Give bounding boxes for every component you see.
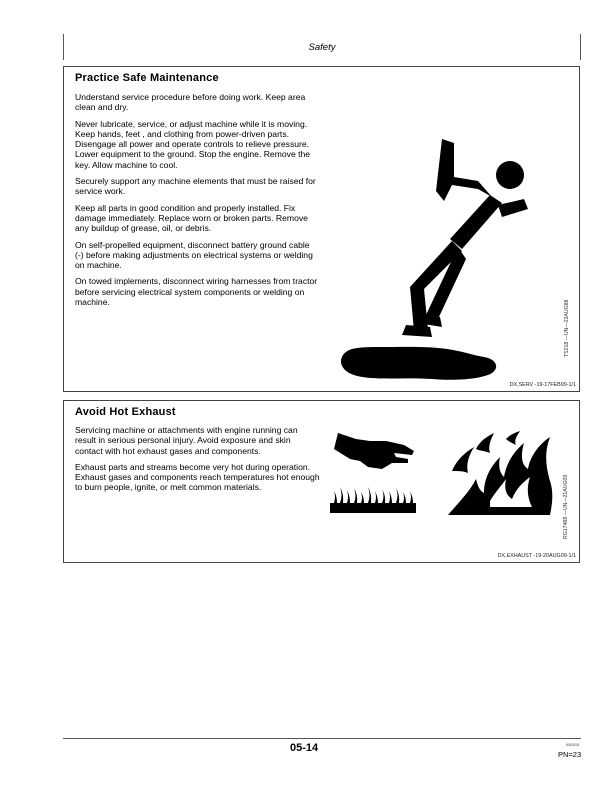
footer-code: 050515 [566, 742, 580, 747]
section-title: Avoid Hot Exhaust [75, 406, 176, 418]
section-hot-exhaust [63, 400, 580, 563]
image-label: TS218 —UN—23AUG88 [564, 299, 570, 357]
section-title: Practice Safe Maintenance [75, 72, 219, 84]
footer-pn: PN=23 [558, 750, 582, 759]
paragraph: On self-propelled equipment, disconnect battery ground cable (-) before making adjustments on electrical systems or welding on machine. [75, 239, 313, 271]
paragraph: Never lubricate, service, or adjust machine while it is moving. Keep hands, feet , and clothing from power-driven parts. Disengage all power and operate controls to relieve pressure. Lower equipment to the ground. Stop the engine. Remove the key. Allow machine to cool. [75, 118, 311, 170]
paragraph: Keep all parts in good condition and properly installed. Fix damage immediately. Replace worn or broken parts. Remove any buildup of grease, oil, or debris. [75, 202, 308, 234]
slip-fall-icon [332, 129, 532, 389]
paragraph: Securely support any machine elements that must be raised for service work. [75, 176, 316, 197]
paragraph: Servicing machine or attachments with engine running can result in serious personal injury. Avoid exposure and skin contact with hot exhaust gases and components. [75, 425, 298, 456]
footer-rule [63, 738, 581, 739]
page-header-title: Safety [308, 42, 336, 53]
paragraph: Exhaust parts and streams become very hot during operation. Exhaust gases and components reach temperatures hot enough to burn people, ignite, or melt common materials. [75, 461, 320, 493]
image-label: RG17488 —UN—21AUG09 [563, 474, 569, 539]
paragraph: On towed implements, disconnect wiring harnesses from tractor before servicing electrical system components or welding on machine. [75, 276, 318, 308]
paragraph: Understand service procedure before doing work. Keep area clean and dry. [75, 92, 306, 113]
section-safe-maintenance [63, 66, 580, 392]
flames-icon [446, 431, 556, 517]
hot-surface-hand-icon [330, 431, 420, 517]
reference-code: DX,EXHAUST -19-20AUG09-1/1 [497, 553, 576, 559]
section-body [75, 425, 320, 499]
reference-code: DX,SERV -19-17FEB99-1/1 [509, 382, 576, 388]
page-number: 05-14 [290, 742, 319, 754]
section-body [75, 92, 320, 313]
